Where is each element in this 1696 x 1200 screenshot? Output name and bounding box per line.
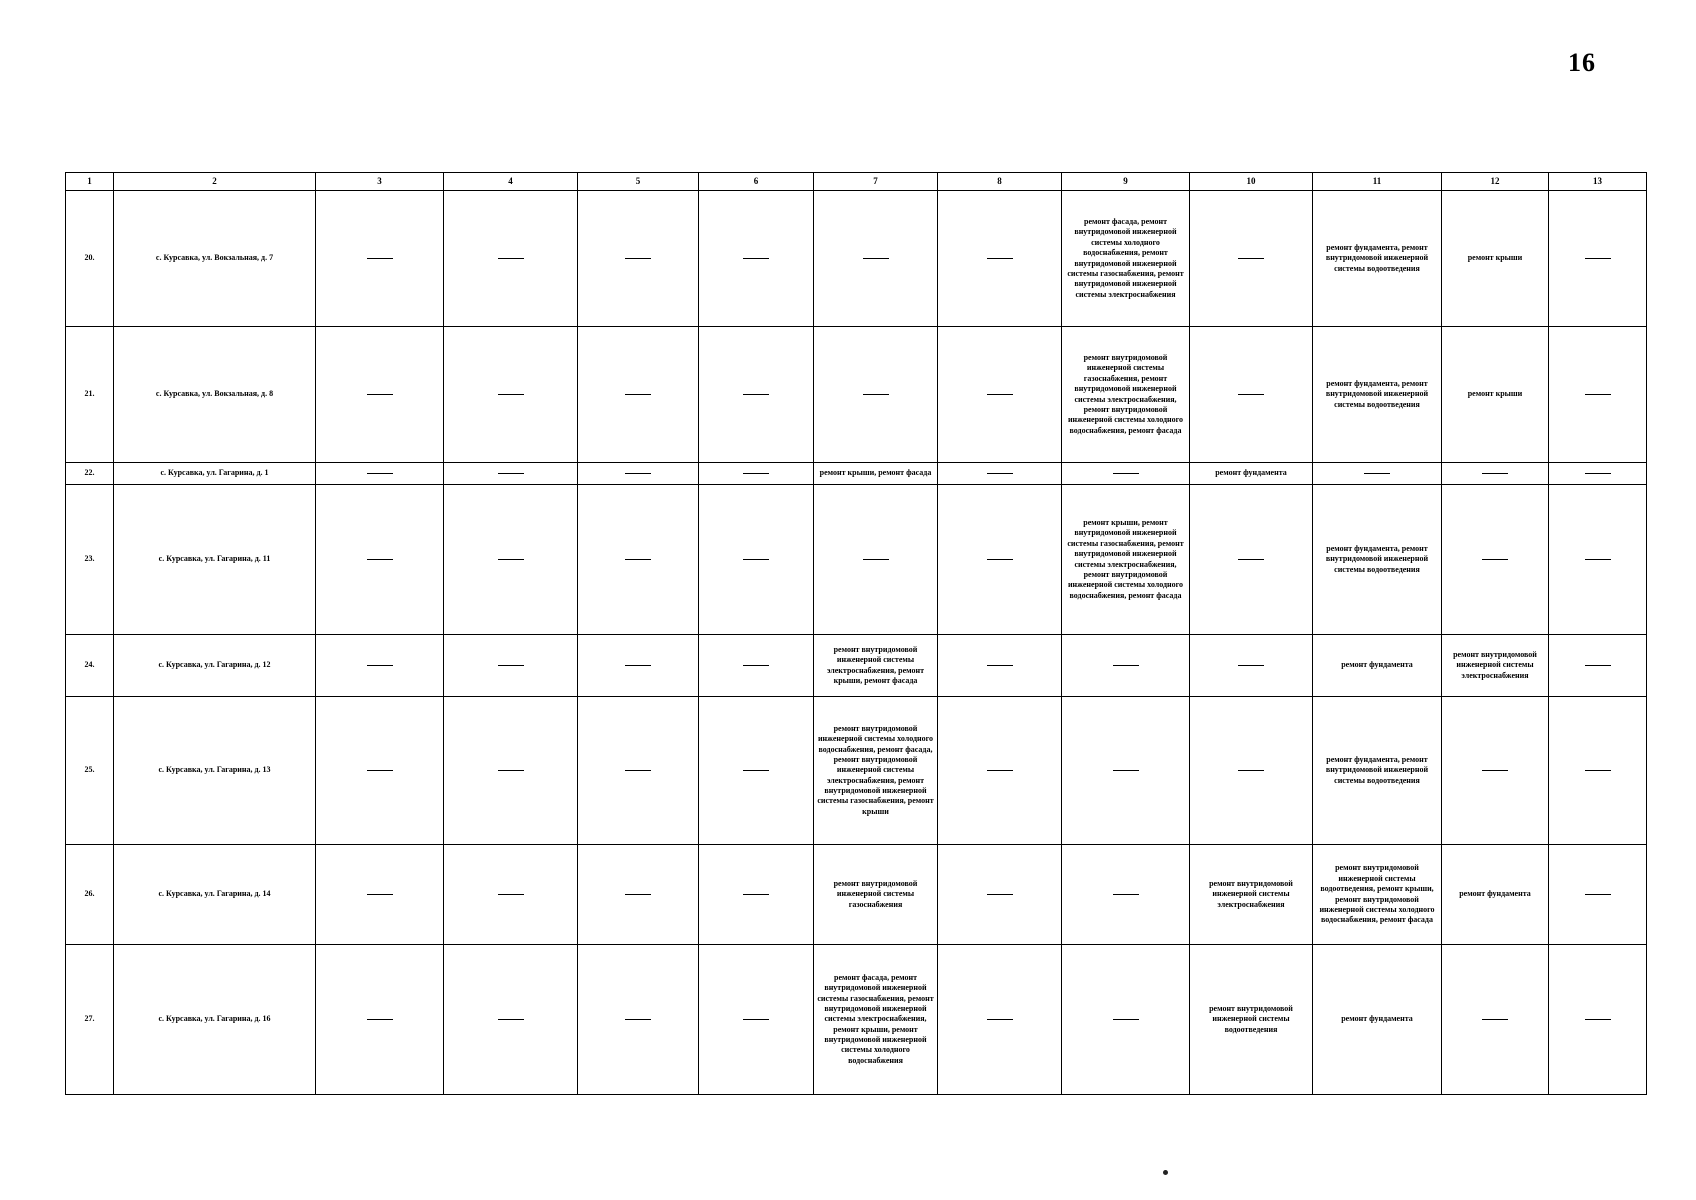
- repair-schedule-table: [65, 172, 1647, 1095]
- dash-mark: [367, 894, 393, 896]
- dash-mark: [743, 770, 769, 772]
- empty-dash-cell: [316, 945, 444, 1095]
- empty-dash-cell: [1549, 845, 1647, 945]
- empty-dash-cell: [699, 191, 814, 327]
- dash-mark: [367, 770, 393, 772]
- dash-mark: [1585, 473, 1611, 475]
- empty-dash-cell: [1442, 463, 1549, 485]
- work-description-cell: ремонт крыши: [1442, 327, 1549, 463]
- row-number: 22.: [66, 463, 114, 485]
- empty-dash-cell: [316, 485, 444, 635]
- empty-dash-cell: [1549, 697, 1647, 845]
- empty-dash-cell: [699, 697, 814, 845]
- dash-mark: [1238, 258, 1264, 260]
- empty-dash-cell: [699, 485, 814, 635]
- column-header-10: 10: [1190, 173, 1313, 191]
- dash-mark: [743, 559, 769, 561]
- table-row: [66, 327, 1647, 463]
- dash-mark: [987, 770, 1013, 772]
- dash-mark: [987, 559, 1013, 561]
- empty-dash-cell: [1062, 635, 1190, 697]
- dash-mark: [625, 665, 651, 667]
- empty-dash-cell: [444, 945, 578, 1095]
- table-row: [66, 697, 1647, 845]
- address-cell: с. Курсавка, ул. Вокзальная, д. 8: [114, 327, 316, 463]
- dash-mark: [498, 394, 524, 396]
- dash-mark: [1585, 665, 1611, 667]
- empty-dash-cell: [1190, 191, 1313, 327]
- dash-mark: [743, 473, 769, 475]
- empty-dash-cell: [1549, 327, 1647, 463]
- dash-mark: [1113, 665, 1139, 667]
- empty-dash-cell: [1190, 485, 1313, 635]
- empty-dash-cell: [1549, 635, 1647, 697]
- empty-dash-cell: [1062, 845, 1190, 945]
- row-number: 25.: [66, 697, 114, 845]
- dash-mark: [625, 1019, 651, 1021]
- empty-dash-cell: [1190, 635, 1313, 697]
- address-cell: с. Курсавка, ул. Гагарина, д. 12: [114, 635, 316, 697]
- empty-dash-cell: [1062, 463, 1190, 485]
- empty-dash-cell: [938, 945, 1062, 1095]
- row-number: 21.: [66, 327, 114, 463]
- empty-dash-cell: [444, 485, 578, 635]
- empty-dash-cell: [938, 635, 1062, 697]
- dash-mark: [625, 770, 651, 772]
- empty-dash-cell: [578, 945, 699, 1095]
- dash-mark: [498, 1019, 524, 1021]
- dash-mark: [498, 559, 524, 561]
- empty-dash-cell: [699, 945, 814, 1095]
- dash-mark: [1585, 1019, 1611, 1021]
- dash-mark: [498, 665, 524, 667]
- empty-dash-cell: [578, 485, 699, 635]
- empty-dash-cell: [699, 463, 814, 485]
- work-description-cell: ремонт фундамента: [1442, 845, 1549, 945]
- work-description-cell: ремонт фасада, ремонт внутридомовой инженерной системы холодного водоснабжения, ремонт внутридомовой инженерной системы газоснабжения, ремонт внутридомовой инженерной системы электроснабжения: [1062, 191, 1190, 327]
- empty-dash-cell: [1062, 697, 1190, 845]
- dash-mark: [743, 1019, 769, 1021]
- address-cell: с. Курсавка, ул. Вокзальная, д. 7: [114, 191, 316, 327]
- empty-dash-cell: [444, 463, 578, 485]
- empty-dash-cell: [578, 327, 699, 463]
- empty-dash-cell: [444, 635, 578, 697]
- empty-dash-cell: [316, 191, 444, 327]
- work-description-cell: ремонт фасада, ремонт внутридомовой инженерной системы газоснабжения, ремонт внутридомовой инженерной системы электроснабжения, ремонт крыши, ремонт внутридомовой инженерной системы холодного водоснабжения: [814, 945, 938, 1095]
- work-description-cell: ремонт фундамента, ремонт внутридомовой инженерной системы водоотведения: [1313, 327, 1442, 463]
- dash-mark: [1585, 770, 1611, 772]
- work-description-cell: ремонт крыши, ремонт фасада: [814, 463, 938, 485]
- empty-dash-cell: [316, 697, 444, 845]
- dash-mark: [1113, 894, 1139, 896]
- empty-dash-cell: [316, 463, 444, 485]
- address-cell: с. Курсавка, ул. Гагарина, д. 11: [114, 485, 316, 635]
- column-header-4: 4: [444, 173, 578, 191]
- row-number: 27.: [66, 945, 114, 1095]
- empty-dash-cell: [1549, 191, 1647, 327]
- empty-dash-cell: [699, 635, 814, 697]
- empty-dash-cell: [578, 463, 699, 485]
- empty-dash-cell: [1442, 697, 1549, 845]
- work-description-cell: ремонт внутридомовой инженерной системы электроснабжения: [1190, 845, 1313, 945]
- work-description-cell: ремонт внутридомовой инженерной системы электроснабжения: [1442, 635, 1549, 697]
- dash-mark: [1585, 258, 1611, 260]
- dash-mark: [625, 258, 651, 260]
- dash-mark: [863, 559, 889, 561]
- address-cell: с. Курсавка, ул. Гагарина, д. 16: [114, 945, 316, 1095]
- work-description-cell: ремонт фундамента: [1190, 463, 1313, 485]
- column-header-9: 9: [1062, 173, 1190, 191]
- empty-dash-cell: [699, 845, 814, 945]
- empty-dash-cell: [1190, 327, 1313, 463]
- empty-dash-cell: [1062, 945, 1190, 1095]
- dash-mark: [863, 258, 889, 260]
- dash-mark: [1585, 559, 1611, 561]
- table-row: [66, 485, 1647, 635]
- dash-mark: [1585, 394, 1611, 396]
- empty-dash-cell: [444, 845, 578, 945]
- dash-mark: [1113, 1019, 1139, 1021]
- dash-mark: [1238, 394, 1264, 396]
- empty-dash-cell: [578, 697, 699, 845]
- column-header-6: 6: [699, 173, 814, 191]
- page-number: 16: [1568, 48, 1596, 77]
- empty-dash-cell: [316, 635, 444, 697]
- dash-mark: [743, 665, 769, 667]
- dash-mark: [987, 665, 1013, 667]
- dash-mark: [625, 559, 651, 561]
- empty-dash-cell: [578, 845, 699, 945]
- work-description-cell: ремонт фундамента, ремонт внутридомовой инженерной системы водоотведения: [1313, 697, 1442, 845]
- work-description-cell: ремонт фундамента: [1313, 945, 1442, 1095]
- empty-dash-cell: [814, 485, 938, 635]
- empty-dash-cell: [316, 327, 444, 463]
- table-row: [66, 463, 1647, 485]
- dash-mark: [367, 394, 393, 396]
- work-description-cell: ремонт фундамента, ремонт внутридомовой инженерной системы водоотведения: [1313, 485, 1442, 635]
- dash-mark: [367, 258, 393, 260]
- dash-mark: [1113, 473, 1139, 475]
- column-header-5: 5: [578, 173, 699, 191]
- dash-mark: [987, 473, 1013, 475]
- empty-dash-cell: [938, 845, 1062, 945]
- column-header-3: 3: [316, 173, 444, 191]
- dash-mark: [625, 394, 651, 396]
- empty-dash-cell: [578, 191, 699, 327]
- address-cell: с. Курсавка, ул. Гагарина, д. 14: [114, 845, 316, 945]
- dash-mark: [367, 473, 393, 475]
- empty-dash-cell: [938, 463, 1062, 485]
- dash-mark: [987, 1019, 1013, 1021]
- row-number: 24.: [66, 635, 114, 697]
- work-description-cell: ремонт внутридомовой инженерной системы холодного водоснабжения, ремонт фасада, ремонт внутридомовой инженерной системы электроснабжения, ремонт внутридомовой инженерной системы газоснабжения, ремонт крыши: [814, 697, 938, 845]
- work-description-cell: ремонт крыши: [1442, 191, 1549, 327]
- work-description-cell: ремонт фундамента, ремонт внутридомовой инженерной системы водоотведения: [1313, 191, 1442, 327]
- dash-mark: [1238, 770, 1264, 772]
- dash-mark: [498, 894, 524, 896]
- dash-mark: [1364, 473, 1390, 475]
- dash-mark: [743, 894, 769, 896]
- table-row: [66, 845, 1647, 945]
- column-header-11: 11: [1313, 173, 1442, 191]
- dash-mark: [625, 894, 651, 896]
- dash-mark: [498, 258, 524, 260]
- dash-mark: [1482, 1019, 1508, 1021]
- column-header-13: 13: [1549, 173, 1647, 191]
- work-description-cell: ремонт внутридомовой инженерной системы электроснабжения, ремонт крыши, ремонт фасада: [814, 635, 938, 697]
- address-cell: с. Курсавка, ул. Гагарина, д. 1: [114, 463, 316, 485]
- dash-mark: [1238, 665, 1264, 667]
- empty-dash-cell: [1442, 485, 1549, 635]
- empty-dash-cell: [699, 327, 814, 463]
- dash-mark: [743, 258, 769, 260]
- dash-mark: [367, 1019, 393, 1021]
- empty-dash-cell: [1549, 463, 1647, 485]
- dash-mark: [498, 473, 524, 475]
- table-row: [66, 191, 1647, 327]
- work-description-cell: ремонт внутридомовой инженерной системы водоотведения, ремонт крыши, ремонт внутридомовой инженерной системы холодного водоснабжения, ремонт фасада: [1313, 845, 1442, 945]
- dash-mark: [1482, 559, 1508, 561]
- work-description-cell: ремонт внутридомовой инженерной системы газоснабжения, ремонт внутридомовой инженерной системы электроснабжения, ремонт внутридомовой инженерной системы холодного водоснабжения, ремонт фасада: [1062, 327, 1190, 463]
- scan-speck: [1163, 1170, 1168, 1175]
- dash-mark: [987, 258, 1013, 260]
- empty-dash-cell: [1190, 697, 1313, 845]
- column-header-1: 1: [66, 173, 114, 191]
- address-cell: с. Курсавка, ул. Гагарина, д. 13: [114, 697, 316, 845]
- table-body: [66, 191, 1647, 1095]
- dash-mark: [367, 665, 393, 667]
- dash-mark: [498, 770, 524, 772]
- dash-mark: [1585, 894, 1611, 896]
- empty-dash-cell: [444, 697, 578, 845]
- empty-dash-cell: [938, 191, 1062, 327]
- column-number-header-row: [66, 173, 1647, 191]
- empty-dash-cell: [814, 327, 938, 463]
- empty-dash-cell: [814, 191, 938, 327]
- row-number: 20.: [66, 191, 114, 327]
- table-row: [66, 635, 1647, 697]
- dash-mark: [1113, 770, 1139, 772]
- empty-dash-cell: [316, 845, 444, 945]
- dash-mark: [987, 394, 1013, 396]
- dash-mark: [367, 559, 393, 561]
- dash-mark: [863, 394, 889, 396]
- empty-dash-cell: [444, 327, 578, 463]
- work-description-cell: ремонт внутридомовой инженерной системы водоотведения: [1190, 945, 1313, 1095]
- work-description-cell: ремонт крыши, ремонт внутридомовой инженерной системы газоснабжения, ремонт внутридомовой инженерной системы электроснабжения, ремонт внутридомовой инженерной системы холодного водоснабжения, ремонт фасада: [1062, 485, 1190, 635]
- column-header-7: 7: [814, 173, 938, 191]
- empty-dash-cell: [1313, 463, 1442, 485]
- work-description-cell: ремонт фундамента: [1313, 635, 1442, 697]
- row-number: 23.: [66, 485, 114, 635]
- empty-dash-cell: [1442, 945, 1549, 1095]
- empty-dash-cell: [1549, 485, 1647, 635]
- dash-mark: [1238, 559, 1264, 561]
- empty-dash-cell: [1549, 945, 1647, 1095]
- column-header-2: 2: [114, 173, 316, 191]
- row-number: 26.: [66, 845, 114, 945]
- dash-mark: [1482, 473, 1508, 475]
- column-header-12: 12: [1442, 173, 1549, 191]
- dash-mark: [625, 473, 651, 475]
- empty-dash-cell: [938, 697, 1062, 845]
- table-row: [66, 945, 1647, 1095]
- empty-dash-cell: [444, 191, 578, 327]
- column-header-8: 8: [938, 173, 1062, 191]
- dash-mark: [987, 894, 1013, 896]
- empty-dash-cell: [938, 485, 1062, 635]
- dash-mark: [743, 394, 769, 396]
- dash-mark: [1482, 770, 1508, 772]
- empty-dash-cell: [578, 635, 699, 697]
- work-description-cell: ремонт внутридомовой инженерной системы газоснабжения: [814, 845, 938, 945]
- empty-dash-cell: [938, 327, 1062, 463]
